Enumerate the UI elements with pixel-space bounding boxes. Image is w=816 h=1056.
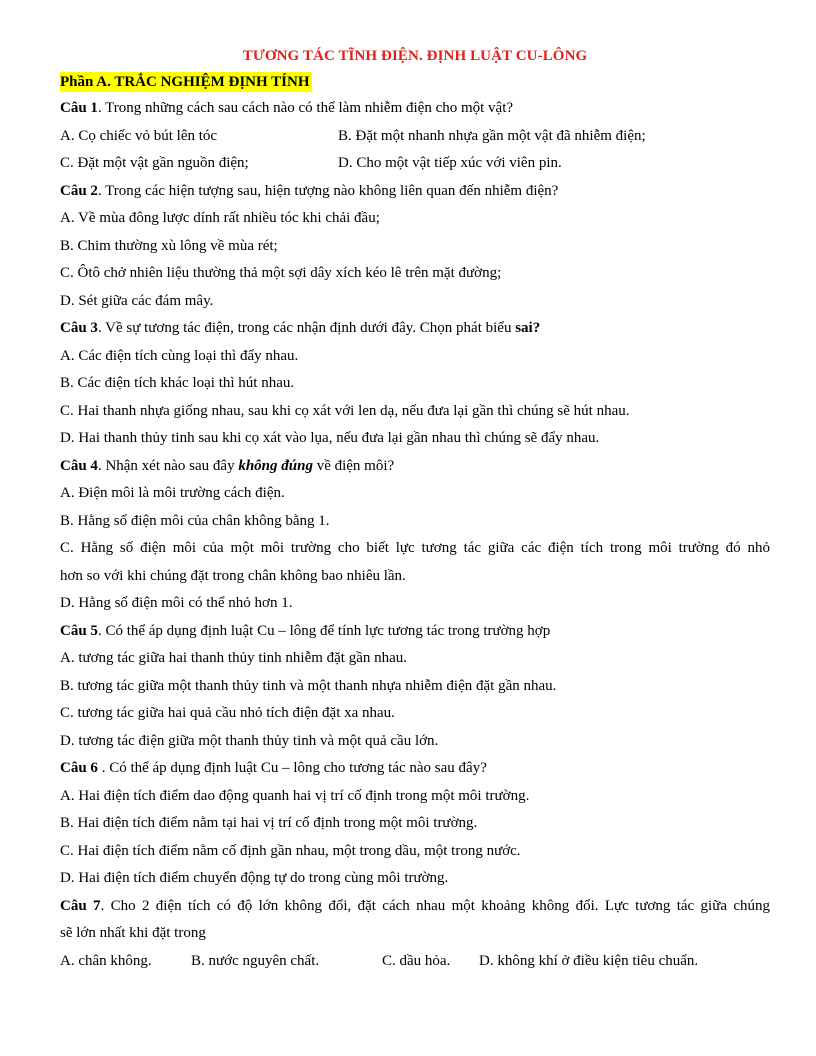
question-7-continued: sẽ lớn nhất khi đặt trong bbox=[60, 925, 206, 941]
option-b: B. nước nguyên chất. bbox=[191, 952, 320, 969]
option-c: C. Hai thanh nhựa giống nhau, sau khi cọ xát với len dạ, nếu đưa lại gần thì chúng sẽ hút nhau. bbox=[60, 402, 630, 419]
option-c: C. Hằng số điện môi của một môi trường cho biết lực tương tác giữa các điện tích trong môi trường đó nhỏ bbox=[60, 540, 770, 556]
option-a: A. chân không. bbox=[60, 952, 152, 969]
option-b: B. Đặt một nhanh nhựa gần một vật đã nhiễm điện; bbox=[338, 127, 646, 144]
question-text: . Về sự tương tác điện, trong các nhận định dưới đây. Chọn phát biểu bbox=[97, 320, 516, 336]
option-a: A. tương tác giữa hai thanh thủy tinh nhiễm đặt gần nhau. bbox=[60, 650, 408, 666]
option-a: A. Cọ chiếc vỏ bút lên tóc bbox=[60, 127, 218, 144]
question-5 bbox=[60, 618, 770, 646]
document-title: TƯƠNG TÁC TĨNH ĐIỆN. ĐỊNH LUẬT CU-LÔNG bbox=[242, 48, 588, 64]
option-b: B. Hằng số điện môi của chân không bằng 1. bbox=[60, 512, 330, 529]
question-1 bbox=[60, 95, 770, 123]
question-6 bbox=[60, 755, 770, 783]
option-d: D. Cho một vật tiếp xúc với viên pin. bbox=[338, 155, 562, 171]
option-c: C. dầu hỏa. bbox=[382, 952, 451, 969]
option-b: B. Các điện tích khác loại thì hút nhau. bbox=[60, 375, 295, 391]
option-d: D. không khí ở điều kiện tiêu chuẩn. bbox=[479, 952, 699, 969]
options-row bbox=[60, 150, 770, 178]
option-c-continued: hơn so với khi chúng đặt trong chân không bao nhiêu lần. bbox=[60, 567, 406, 584]
question-4 bbox=[60, 453, 770, 481]
question-text: . Nhận xét nào sau đây bbox=[97, 457, 239, 474]
question-number: Câu 7 bbox=[60, 897, 101, 914]
option-b: B. tương tác giữa một thanh thủy tinh và một thanh nhựa nhiễm điện đặt gần nhau. bbox=[60, 677, 557, 694]
question-text: . Trong các hiện tượng sau, hiện tượng nào không liên quan đến nhiễm điện? bbox=[97, 182, 559, 199]
question-number: Câu 5 bbox=[60, 622, 98, 639]
option-d: D. Hai điện tích điểm chuyển động tự do trong cùng môi trường. bbox=[60, 870, 449, 886]
question-7 bbox=[60, 893, 770, 921]
option-c: C. Hai điện tích điểm nằm cố định gần nhau, một trong dầu, một trong nước. bbox=[60, 842, 521, 859]
question-emphasis: sai? bbox=[515, 320, 541, 336]
option-d: D. Hai thanh thủy tinh sau khi cọ xát vào lụa, nếu đưa lại gần nhau thì chúng sẽ đẩy nhau. bbox=[60, 430, 600, 446]
option-a: A. Về mùa đông lược dính rất nhiều tóc khi chải đầu; bbox=[60, 210, 380, 226]
options-row bbox=[60, 123, 770, 151]
question-text: . Cho 2 điện tích có độ lớn không đổi, đặt cách nhau một khoảng không đổi. Lực tương tác giữa chúng bbox=[100, 897, 770, 914]
option-d: D. Hằng số điện môi có thể nhỏ hơn 1. bbox=[60, 595, 293, 611]
question-text: . Trong những cách sau cách nào có thể làm nhiễm điện cho một vật? bbox=[97, 100, 514, 116]
option-a: A. Điện môi là môi trường cách điện. bbox=[60, 485, 285, 501]
question-text: . Có thể áp dụng định luật Cu – lông cho tương tác nào sau đây? bbox=[97, 760, 487, 776]
question-number: Câu 2 bbox=[60, 182, 98, 199]
document-page bbox=[60, 46, 770, 975]
options-row bbox=[60, 948, 770, 976]
option-a: A. Hai điện tích điểm dao động quanh hai vị trí cố định trong một môi trường. bbox=[60, 787, 530, 804]
question-number: Câu 4 bbox=[60, 457, 98, 474]
option-c: C. Đặt một vật gần nguồn điện; bbox=[60, 155, 249, 171]
question-number: Câu 3 bbox=[60, 320, 98, 336]
option-a: A. Các điện tích cùng loại thì đẩy nhau. bbox=[60, 347, 299, 364]
option-c: C. Ôtô chở nhiên liệu thường thả một sợi dây xích kéo lê trên mặt đường; bbox=[60, 265, 502, 281]
question-2 bbox=[60, 178, 770, 206]
option-c: C. tương tác giữa hai quả cầu nhỏ tích điện đặt xa nhau. bbox=[60, 705, 395, 721]
section-heading: Phần A. TRẮC NGHIỆM ĐỊNH TÍNH bbox=[60, 74, 310, 90]
question-3 bbox=[60, 315, 770, 343]
question-text-end: về điện môi? bbox=[312, 457, 395, 474]
question-number: Câu 1 bbox=[60, 100, 98, 116]
question-emphasis: không đúng bbox=[238, 457, 313, 474]
option-b: B. Hai điện tích điểm nằm tại hai vị trí cố định trong một môi trường. bbox=[60, 815, 478, 831]
option-b: B. Chim thường xù lông về mùa rét; bbox=[60, 237, 278, 254]
question-number: Câu 6 bbox=[60, 760, 98, 776]
question-text: . Có thể áp dụng định luật Cu – lông để tính lực tương tác trong trường hợp bbox=[97, 622, 551, 639]
option-d: D. tương tác điện giữa một thanh thủy tinh và một quả cầu lớn. bbox=[60, 732, 439, 749]
option-d: D. Sét giữa các đám mây. bbox=[60, 292, 214, 309]
